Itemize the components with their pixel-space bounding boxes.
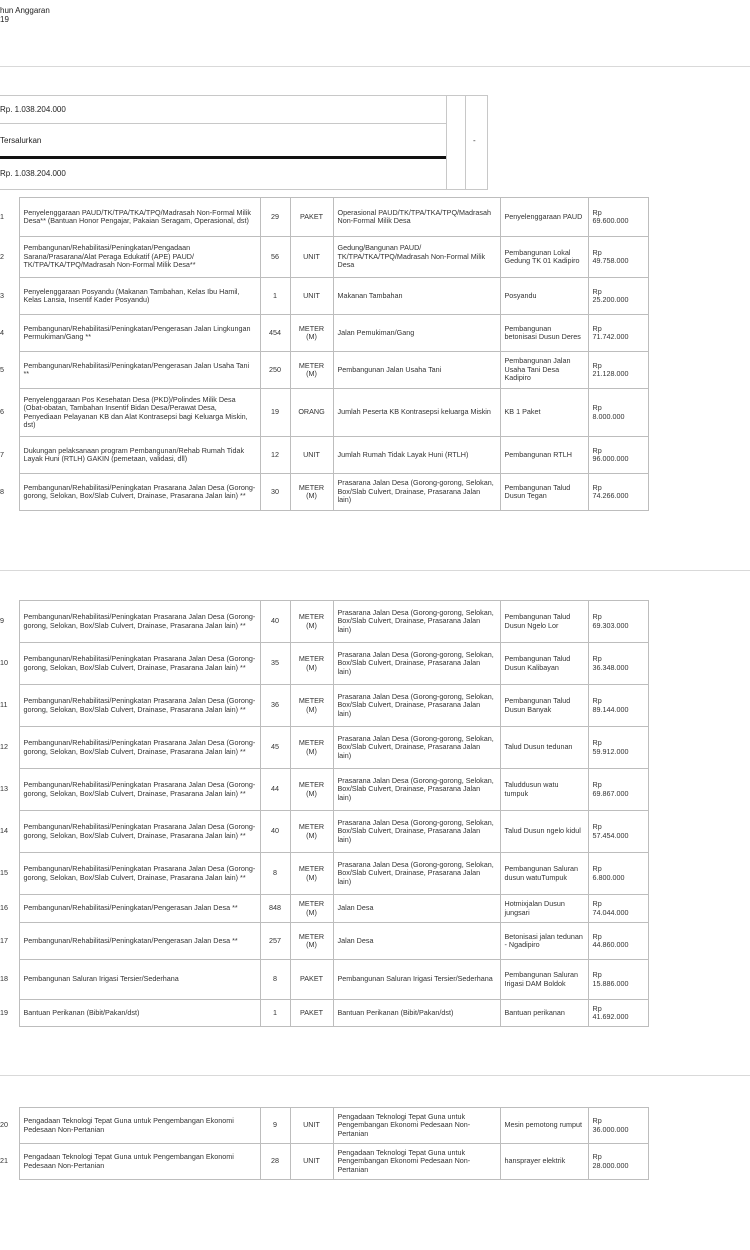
- row-number: 18: [0, 974, 8, 984]
- volume: 36: [260, 685, 290, 727]
- fund-dash: -: [473, 136, 476, 145]
- budget-amount: Rp 74.266.000: [588, 474, 648, 511]
- output-description: Jalan Desa: [333, 895, 500, 923]
- activity-name: Pembangunan/Rehabilitasi/Peningkatan/Pengerasan Jalan Desa **: [19, 895, 260, 923]
- table-row: [0, 1000, 648, 1027]
- unit: METER (M): [290, 923, 333, 960]
- location: KB 1 Paket: [500, 389, 588, 437]
- unit: UNIT: [290, 237, 333, 278]
- fund-summary-box: [0, 95, 488, 190]
- activity-name: Pengadaan Teknologi Tepat Guna untuk Pengembangan Ekonomi Pedesaan Non-Pertanian: [19, 1144, 260, 1180]
- location: Betonisasi jalan tedunan - Ngadipiro: [500, 923, 588, 960]
- volume: 1: [260, 278, 290, 315]
- output-description: Pembangunan Saluran Irigasi Tersier/Sederhana: [333, 960, 500, 1000]
- activity-table-2: [0, 600, 649, 1027]
- location: Posyandu: [500, 278, 588, 315]
- row-number: 9: [0, 616, 4, 626]
- unit: METER (M): [290, 601, 333, 643]
- volume: 8: [260, 853, 290, 895]
- volume: 257: [260, 923, 290, 960]
- unit: METER (M): [290, 352, 333, 389]
- unit: ORANG: [290, 389, 333, 437]
- activity-name: Pembangunan Saluran Irigasi Tersier/Sederhana: [19, 960, 260, 1000]
- fund-divider: [0, 123, 446, 124]
- output-description: Jalan Pemukiman/Gang: [333, 315, 500, 352]
- row-number: 13: [0, 784, 8, 794]
- row-number: 8: [0, 486, 4, 496]
- budget-amount: Rp 69.600.000: [588, 198, 648, 237]
- volume: 40: [260, 811, 290, 853]
- row-number: 16: [0, 903, 8, 913]
- table-row: [0, 769, 648, 811]
- budget-amount: Rp 71.742.000: [588, 315, 648, 352]
- activity-name: Pembangunan/Rehabilitasi/Peningkatan/Pengerasan Jalan Desa **: [19, 923, 260, 960]
- volume: 250: [260, 352, 290, 389]
- volume: 28: [260, 1144, 290, 1180]
- location: Pembangunan Talud Dusun Ngelo Lor: [500, 601, 588, 643]
- output-description: Prasarana Jalan Desa (Gorong-gorong, Selokan, Box/Slab Culvert, Drainase, Prasarana Jalan lain): [333, 685, 500, 727]
- location: Talud Dusun tedunan: [500, 727, 588, 769]
- output-description: Makanan Tambahan: [333, 278, 500, 315]
- activity-name: Dukungan pelaksanaan program Pembangunan/Rehab Rumah Tidak Layak Huni (RTLH) GAKIN (pemetaan, validasi, dll): [19, 437, 260, 474]
- row-number: 19: [0, 1007, 8, 1017]
- output-description: Pengadaan Teknologi Tepat Guna untuk Pengembangan Ekonomi Pedesaan Non-Pertanian: [333, 1108, 500, 1144]
- activity-name: Pembangunan/Rehabilitasi/Peningkatan Prasarana Jalan Desa (Gorong-gorong, Selokan, Box/Slab Culvert, Drainase, Prasarana Jalan lain) **: [19, 853, 260, 895]
- budget-amount: Rp 57.454.000: [588, 811, 648, 853]
- output-description: Pengadaan Teknologi Tepat Guna untuk Pengembangan Ekonomi Pedesaan Non-Pertanian: [333, 1144, 500, 1180]
- table-row: [0, 237, 648, 278]
- unit: UNIT: [290, 278, 333, 315]
- volume: 848: [260, 895, 290, 923]
- table-row: [0, 278, 648, 315]
- unit: METER (M): [290, 811, 333, 853]
- unit: METER (M): [290, 643, 333, 685]
- unit: METER (M): [290, 474, 333, 511]
- volume: 44: [260, 769, 290, 811]
- budget-amount: Rp 59.912.000: [588, 727, 648, 769]
- output-description: Gedung/Bangunan PAUD/ TK/TPA/TKA/TPQ/Madrasah Non-Formal Milik Desa: [333, 237, 500, 278]
- location: Pembangunan betonisasi Dusun Deres: [500, 315, 588, 352]
- volume: 454: [260, 315, 290, 352]
- activity-name: Pembangunan/Rehabilitasi/Peningkatan/Pengadaan Sarana/Prasarana/Alat Peraga Edukatif (APE) PAUD/ TK/TPA/TKA/TPQ/Madrasah Non-Formal Milik Desa**: [19, 237, 260, 278]
- volume: 30: [260, 474, 290, 511]
- table-row: [0, 315, 648, 352]
- location: Talud Dusun ngelo kidul: [500, 811, 588, 853]
- output-description: Jumlah Peserta KB Kontrasepsi keluarga Miskin: [333, 389, 500, 437]
- header-label: hun Anggaran: [0, 6, 50, 15]
- activity-name: Pembangunan/Rehabilitasi/Peningkatan Prasarana Jalan Desa (Gorong-gorong, Selokan, Box/Slab Culvert, Drainase, Prasarana Jalan lain) **: [19, 727, 260, 769]
- output-description: Prasarana Jalan Desa (Gorong-gorong, Selokan, Box/Slab Culvert, Drainase, Prasarana Jalan lain): [333, 811, 500, 853]
- location: hansprayer elektrik: [500, 1144, 588, 1180]
- budget-amount: Rp 44.860.000: [588, 923, 648, 960]
- budget-amount: Rp 69.303.000: [588, 601, 648, 643]
- unit: PAKET: [290, 198, 333, 237]
- output-description: Prasarana Jalan Desa (Gorong-gorong, Selokan, Box/Slab Culvert, Drainase, Prasarana Jalan lain): [333, 643, 500, 685]
- fund-total-2: Rp. 1.038.204.000: [0, 169, 66, 178]
- row-number: 10: [0, 658, 8, 668]
- location: Pembangunan Saluran dusun watuTumpuk: [500, 853, 588, 895]
- output-description: Pembangunan Jalan Usaha Tani: [333, 352, 500, 389]
- page-header: [0, 0, 50, 24]
- table-row: [0, 643, 648, 685]
- budget-amount: Rp 69.867.000: [588, 769, 648, 811]
- budget-amount: Rp 49.758.000: [588, 237, 648, 278]
- activity-name: Pembangunan/Rehabilitasi/Peningkatan Prasarana Jalan Desa (Gorong-gorong, Selokan, Box/Slab Culvert, Drainase, Prasarana Jalan lain) **: [19, 601, 260, 643]
- table-row: [0, 1108, 648, 1144]
- table-row: [0, 960, 648, 1000]
- budget-amount: Rp 21.128.000: [588, 352, 648, 389]
- budget-amount: Rp 15.886.000: [588, 960, 648, 1000]
- location: Bantuan perikanan: [500, 1000, 588, 1027]
- output-description: Prasarana Jalan Desa (Gorong-gorong, Selokan, Box/Slab Culvert, Drainase, Prasarana Jalan lain): [333, 853, 500, 895]
- activity-table-1: [0, 197, 649, 511]
- volume: 19: [260, 389, 290, 437]
- location: Penyelenggaraan PAUD: [500, 198, 588, 237]
- table-row: [0, 853, 648, 895]
- output-description: Jumlah Rumah Tidak Layak Huni (RTLH): [333, 437, 500, 474]
- activity-name: Pembangunan/Rehabilitasi/Peningkatan Prasarana Jalan Desa (Gorong-gorong, Selokan, Box/Slab Culvert, Drainase, Prasarana Jalan lain) **: [19, 769, 260, 811]
- unit: METER (M): [290, 315, 333, 352]
- location: Hotmixjalan Dusun jungsari: [500, 895, 588, 923]
- budget-amount: Rp 36.348.000: [588, 643, 648, 685]
- table-row: [0, 685, 648, 727]
- activity-name: Bantuan Perikanan (Bibit/Pakan/dst): [19, 1000, 260, 1027]
- budget-amount: Rp 74.044.000: [588, 895, 648, 923]
- activity-name: Penyelenggaraan PAUD/TK/TPA/TKA/TPQ/Madrasah Non-Formal Milik Desa** (Bantuan Honor Pengajar, Pakaian Seragam, Operasional, dst): [19, 198, 260, 237]
- table-row: [0, 198, 648, 237]
- volume: 35: [260, 643, 290, 685]
- activity-name: Penyelenggaraan Posyandu (Makanan Tambahan, Kelas Ibu Hamil, Kelas Lansia, Insentif Kader Posyandu): [19, 278, 260, 315]
- volume: 9: [260, 1108, 290, 1144]
- unit: PAKET: [290, 960, 333, 1000]
- budget-amount: Rp 89.144.000: [588, 685, 648, 727]
- fund-total: Rp. 1.038.204.000: [0, 105, 66, 114]
- table-row: [0, 1144, 648, 1180]
- volume: 1: [260, 1000, 290, 1027]
- row-number: 14: [0, 826, 8, 836]
- output-description: Prasarana Jalan Desa (Gorong-gorong, Selokan, Box/Slab Culvert, Drainase, Prasarana Jalan lain): [333, 727, 500, 769]
- table-row: [0, 437, 648, 474]
- fund-status-label: Tersalurkan: [0, 136, 42, 145]
- volume: 12: [260, 437, 290, 474]
- budget-amount: Rp 25.200.000: [588, 278, 648, 315]
- location: Pembangunan Saluran Irigasi DAM Boldok: [500, 960, 588, 1000]
- table-row: [0, 389, 648, 437]
- activity-name: Penyelenggaraan Pos Kesehatan Desa (PKD)/Polindes Milik Desa (Obat-obatan, Tambahan Insentif Bidan Desa/Perawat Desa, Penyediaan Pelayanan KB dan Alat Kontrasepsi bagi Keluarga Miskin, dst): [19, 389, 260, 437]
- budget-amount: Rp 28.000.000: [588, 1144, 648, 1180]
- budget-amount: Rp 41.692.000: [588, 1000, 648, 1027]
- output-description: Jalan Desa: [333, 923, 500, 960]
- activity-name: Pembangunan/Rehabilitasi/Peningkatan Prasarana Jalan Desa (Gorong-gorong, Selokan, Box/Slab Culvert, Drainase, Prasarana Jalan lain) **: [19, 685, 260, 727]
- row-number: 17: [0, 935, 8, 945]
- location: Pembangunan RTLH: [500, 437, 588, 474]
- unit: UNIT: [290, 1108, 333, 1144]
- row-number: 6: [0, 407, 4, 417]
- row-number: 15: [0, 868, 8, 878]
- activity-name: Pembangunan/Rehabilitasi/Peningkatan Prasarana Jalan Desa (Gorong-gorong, Selokan, Box/Slab Culvert, Drainase, Prasarana Jalan lain) **: [19, 811, 260, 853]
- volume: 45: [260, 727, 290, 769]
- header-year: 19: [0, 15, 9, 24]
- budget-amount: Rp 6.800.000: [588, 853, 648, 895]
- volume: 40: [260, 601, 290, 643]
- row-number: 12: [0, 742, 8, 752]
- output-description: Prasarana Jalan Desa (Gorong-gorong, Selokan, Box/Slab Culvert, Drainase, Prasarana Jalan lain): [333, 474, 500, 511]
- fund-thick-rule: [0, 156, 446, 159]
- fund-side-column: [446, 96, 466, 189]
- activity-name: Pembangunan/Rehabilitasi/Peningkatan/Pengerasan Jalan Lingkungan Permukiman/Gang **: [19, 315, 260, 352]
- divider: [0, 1075, 750, 1076]
- location: Taluddusun watu tumpuk: [500, 769, 588, 811]
- unit: METER (M): [290, 853, 333, 895]
- output-description: Bantuan Perikanan (Bibit/Pakan/dst): [333, 1000, 500, 1027]
- row-number: 3: [0, 290, 4, 300]
- output-description: Operasional PAUD/TK/TPA/TKA/TPQ/Madrasah Non-Formal Milik Desa: [333, 198, 500, 237]
- location: Pembangunan Talud Dusun Kalibayan: [500, 643, 588, 685]
- activity-name: Pembangunan/Rehabilitasi/Peningkatan Prasarana Jalan Desa (Gorong-gorong, Selokan, Box/Slab Culvert, Drainase, Prasarana Jalan lain) **: [19, 474, 260, 511]
- budget-amount: Rp 96.000.000: [588, 437, 648, 474]
- row-number: 11: [0, 700, 8, 710]
- row-number: 1: [0, 211, 4, 221]
- location: Pembangunan Jalan Usaha Tani Desa Kadipiro: [500, 352, 588, 389]
- volume: 8: [260, 960, 290, 1000]
- output-description: Prasarana Jalan Desa (Gorong-gorong, Selokan, Box/Slab Culvert, Drainase, Prasarana Jalan lain): [333, 769, 500, 811]
- row-number: 2: [0, 251, 4, 261]
- activity-name: Pembangunan/Rehabilitasi/Peningkatan/Pengerasan Jalan Usaha Tani **: [19, 352, 260, 389]
- activity-table-3: [0, 1107, 649, 1180]
- table-row: [0, 601, 648, 643]
- unit: METER (M): [290, 727, 333, 769]
- unit: METER (M): [290, 769, 333, 811]
- unit: UNIT: [290, 1144, 333, 1180]
- row-number: 5: [0, 364, 4, 374]
- row-number: 4: [0, 327, 4, 337]
- volume: 29: [260, 198, 290, 237]
- table-row: [0, 895, 648, 923]
- location: Pembangunan Talud Dusun Banyak: [500, 685, 588, 727]
- table-row: [0, 352, 648, 389]
- location: Pembangunan Talud Dusun Tegan: [500, 474, 588, 511]
- row-number: 7: [0, 449, 4, 459]
- table-row: [0, 923, 648, 960]
- output-description: Prasarana Jalan Desa (Gorong-gorong, Selokan, Box/Slab Culvert, Drainase, Prasarana Jalan lain): [333, 601, 500, 643]
- row-number: 20: [0, 1120, 8, 1130]
- unit: METER (M): [290, 685, 333, 727]
- table-row: [0, 474, 648, 511]
- divider: [0, 66, 750, 67]
- table-row: [0, 727, 648, 769]
- row-number: 21: [0, 1156, 8, 1166]
- location: Pembangunan Lokal Gedung TK 01 Kadipiro: [500, 237, 588, 278]
- unit: PAKET: [290, 1000, 333, 1027]
- divider: [0, 570, 750, 571]
- volume: 56: [260, 237, 290, 278]
- budget-amount: Rp 8.000.000: [588, 389, 648, 437]
- activity-name: Pembangunan/Rehabilitasi/Peningkatan Prasarana Jalan Desa (Gorong-gorong, Selokan, Box/Slab Culvert, Drainase, Prasarana Jalan lain) **: [19, 643, 260, 685]
- budget-amount: Rp 36.000.000: [588, 1108, 648, 1144]
- activity-name: Pengadaan Teknologi Tepat Guna untuk Pengembangan Ekonomi Pedesaan Non-Pertanian: [19, 1108, 260, 1144]
- location: Mesin pemotong rumput: [500, 1108, 588, 1144]
- table-row: [0, 811, 648, 853]
- unit: METER (M): [290, 895, 333, 923]
- unit: UNIT: [290, 437, 333, 474]
